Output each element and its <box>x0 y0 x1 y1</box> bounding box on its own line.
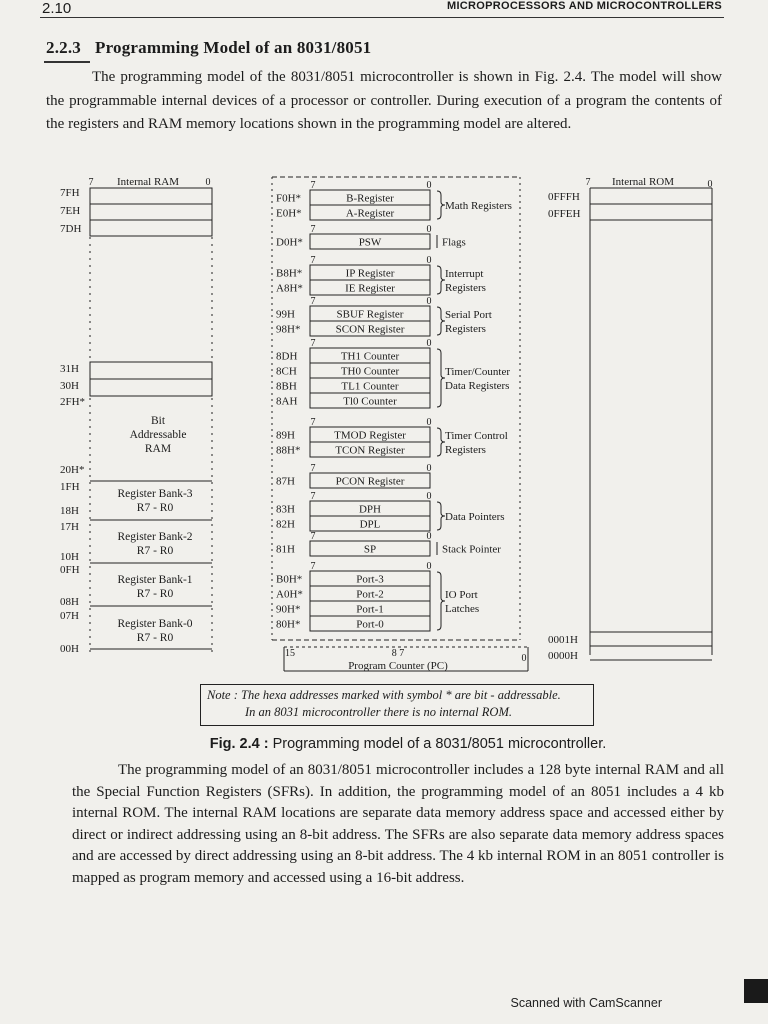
sfr-address: B8H* <box>276 267 303 280</box>
intro-paragraph: The programming model of the 8031/8051 microcontroller is shown in Fig. 2.4. The model will show the programmable internal devices of a processor or controller. During execution of a program the contents of the registers and RAM memory locations shown in the programming model are altered. <box>46 69 722 132</box>
rom-bit-low: 0 <box>707 179 713 190</box>
bit-addressable-ram-label: Addressable <box>129 429 187 441</box>
sfr-group-label: Latches <box>445 603 480 615</box>
pc-bit-low: 0 <box>521 653 527 664</box>
caption-label: Fig. 2.4 : <box>209 736 269 752</box>
program-counter-label: Program Counter (PC) <box>348 660 448 672</box>
sfr-bit-high: 7 <box>310 224 316 235</box>
figure-caption <box>178 736 638 752</box>
ram-bit-low: 0 <box>205 177 211 188</box>
sfr-bit-low: 0 <box>426 561 432 572</box>
bit-addressable-ram-label: Bit <box>150 415 166 427</box>
sfr-group-label: Registers <box>445 282 486 294</box>
sfr-group-label: Data Pointers <box>445 511 505 523</box>
sfr-register-name: A-Register <box>345 207 395 220</box>
note-label: Note : <box>207 688 238 702</box>
sfr-register-name: SCON Register <box>335 323 405 336</box>
sfr-address: 82H <box>276 518 295 531</box>
figure-note <box>200 684 594 726</box>
section-title: Programming Model of an 8031/8051 <box>95 38 372 57</box>
sfr-bit-low: 0 <box>426 417 432 428</box>
register-bank-regs: R7 - R0 <box>136 632 174 644</box>
ram-title: Internal RAM <box>116 176 180 188</box>
register-bank-name: Register Bank-2 <box>117 531 193 543</box>
sfr-bit-high: 7 <box>310 338 316 349</box>
sfr-group-brace <box>437 191 445 219</box>
sfr-bit-low: 0 <box>426 224 432 235</box>
ram-address: 0FH <box>60 564 80 576</box>
rom-address: 0001H <box>548 634 578 646</box>
ram-address: 7EH <box>60 205 81 217</box>
sfr-address: B0H* <box>276 573 303 586</box>
sfr-register-name: IE Register <box>345 282 395 295</box>
sfr-group-label: Serial Port <box>445 309 492 321</box>
sfr-address: 8DH <box>276 350 298 363</box>
sfr-group-label: Data Registers <box>445 380 510 392</box>
ram-cell-7eh <box>90 204 212 220</box>
ram-address: 7DH <box>60 223 82 235</box>
sfr-address: D0H* <box>276 236 303 249</box>
ram-address: 7FH <box>60 187 80 199</box>
sfr-address: 99H <box>276 308 295 321</box>
sfr-bit-low: 0 <box>426 531 432 542</box>
sfr-bit-low: 0 <box>426 338 432 349</box>
note-line-1: The hexa addresses marked with symbol * are bit - addressable. <box>241 688 561 702</box>
register-bank-regs: R7 - R0 <box>136 545 174 557</box>
sfr-register-name: DPL <box>359 518 381 531</box>
rom-address: 0FFFH <box>548 191 580 203</box>
sfr-group-brace <box>437 502 445 530</box>
sfr-group-label: Math Registers <box>445 200 512 212</box>
sfr-address: 8AH <box>276 395 298 408</box>
sfr-address: 90H* <box>276 603 301 616</box>
sfr-register-name: TH0 Counter <box>340 365 400 378</box>
register-bank-regs: R7 - R0 <box>136 502 174 514</box>
sfr-group-label: Timer/Counter <box>445 366 510 378</box>
sfr-bit-low: 0 <box>426 463 432 474</box>
sfr-address: A0H* <box>276 588 303 601</box>
sfr-bit-high: 7 <box>310 180 316 191</box>
sfr-bit-high: 7 <box>310 255 316 266</box>
sfr-group-label: Stack Pointer <box>442 543 501 556</box>
sfr-address: 81H <box>276 543 295 556</box>
rom-address: 0FFEH <box>548 208 581 220</box>
sfr-address: 8BH <box>276 380 297 393</box>
sfr-address: 83H <box>276 503 295 516</box>
register-bank-name: Register Bank-0 <box>117 618 193 630</box>
sfr-register-name: Port-1 <box>356 603 384 616</box>
sfr-address: 80H* <box>276 618 301 631</box>
sfr-bit-low: 0 <box>426 255 432 266</box>
sfr-group-label: IO Port <box>445 589 478 601</box>
sfr-bit-high: 7 <box>310 296 316 307</box>
sfr-group-brace <box>437 349 445 407</box>
sfr-group-label: Interrupt <box>445 268 484 280</box>
sfr-bit-high: 7 <box>310 463 316 474</box>
ram-address: 20H* <box>60 464 85 476</box>
sfr-bit-low: 0 <box>426 180 432 191</box>
sfr-address: A8H* <box>276 282 303 295</box>
pc-bit-high: 15 <box>285 648 295 659</box>
sfr-address: 98H* <box>276 323 301 336</box>
sfr-group-label: Flags <box>442 236 466 249</box>
sfr-bit-high: 7 <box>310 491 316 502</box>
running-header: MICROPROCESSORS AND MICROCONTROLLERS <box>446 0 722 12</box>
ram-address: 18H <box>60 505 79 517</box>
sfr-group-label: Timer Control <box>445 430 508 442</box>
sfr-group-label: Registers <box>445 323 486 335</box>
sfr-register-name: IP Register <box>345 267 395 280</box>
ram-address: 10H <box>60 551 79 563</box>
sfr-register-name: SP <box>363 543 377 556</box>
sfr-register-name: TL1 Counter <box>341 380 399 393</box>
sfr-group-brace <box>437 307 445 335</box>
ram-address: 30H <box>60 380 79 392</box>
ram-address: 1FH <box>60 481 80 493</box>
rom-address: 0000H <box>548 650 578 662</box>
sfr-address: 8CH <box>276 365 297 378</box>
register-bank-regs: R7 - R0 <box>136 588 174 600</box>
note-line-2: In an 8031 microcontroller there is no internal ROM. <box>245 705 512 719</box>
ram-cell-7dh <box>90 220 212 236</box>
ram-address: 31H <box>60 363 79 375</box>
sfr-register-name: PSW <box>358 236 382 249</box>
sfr-bit-high: 7 <box>310 417 316 428</box>
sfr-register-name: PCON Register <box>335 475 405 488</box>
ram-cell-30h <box>90 379 212 396</box>
ram-address: 00H <box>60 643 79 655</box>
pc-bit-mid: 8 7 <box>391 648 405 659</box>
sfr-register-name: Port-2 <box>356 588 384 601</box>
ram-cell-31h <box>90 362 212 379</box>
sfr-register-name: B-Register <box>346 192 394 205</box>
sfr-bit-high: 7 <box>310 561 316 572</box>
sfr-register-name: DPH <box>358 503 382 516</box>
sfr-address: 87H <box>276 475 295 488</box>
section-number: 2.2.3 <box>46 38 81 57</box>
page-corner-mark <box>744 979 768 1003</box>
sfr-register-name: TMOD Register <box>334 429 406 442</box>
sfr-bit-low: 0 <box>426 296 432 307</box>
page-number: 2.10 <box>42 0 72 17</box>
sfr-address: F0H* <box>276 192 302 205</box>
sfr-group-brace <box>437 266 445 294</box>
sfr-register-name: TH1 Counter <box>340 350 400 363</box>
scanner-watermark: Scanned with CamScanner <box>510 996 662 1010</box>
bit-addressable-ram-label: RAM <box>144 443 172 455</box>
sfr-address: 89H <box>276 429 295 442</box>
sfr-address: 88H* <box>276 444 301 457</box>
ram-address: 17H <box>60 521 79 533</box>
ram-bit-high: 7 <box>88 177 94 188</box>
body-paragraph: The programming model of an 8031/8051 microcontroller includes a 128 byte internal RAM and all the Special Function Registers (SFRs). In addition, the programming model of an 8051 includes a 4 kb internal ROM. The internal RAM locations are separate data memory address space and accessed either by direct or indirect addressing using an 8-bit address. The SFRs are also separate data memory address spaces and are accessed by direct addressing using an 8-bit address. The 4 kb internal ROM in an 8051 controller is mapped as program memory and accessed using a 16-bit address. <box>72 762 724 886</box>
sfr-register-name: Tl0 Counter <box>343 395 397 408</box>
register-bank-name: Register Bank-1 <box>117 574 193 586</box>
rom-title: Internal ROM <box>611 176 675 188</box>
ram-address: 2FH* <box>60 396 86 408</box>
sfr-register-name: SBUF Register <box>336 308 404 321</box>
register-bank-name: Register Bank-3 <box>117 488 193 500</box>
ram-address: 07H <box>60 610 79 622</box>
sfr-register-name: Port-3 <box>356 573 384 586</box>
caption-text: Programming model of a 8031/8051 microcontroller. <box>272 736 607 752</box>
sfr-group-label: Registers <box>445 444 486 456</box>
rom-bit-high: 7 <box>585 177 591 188</box>
sfr-register-name: TCON Register <box>335 444 405 457</box>
ram-address: 08H <box>60 596 79 608</box>
sfr-group-brace <box>437 428 445 456</box>
sfr-bit-low: 0 <box>426 491 432 502</box>
sfr-group-brace <box>437 572 445 630</box>
sfr-bit-high: 7 <box>310 531 316 542</box>
sfr-register-name: Port-0 <box>356 618 384 631</box>
ram-cell-7fh <box>90 188 212 204</box>
sfr-address: E0H* <box>276 207 302 220</box>
